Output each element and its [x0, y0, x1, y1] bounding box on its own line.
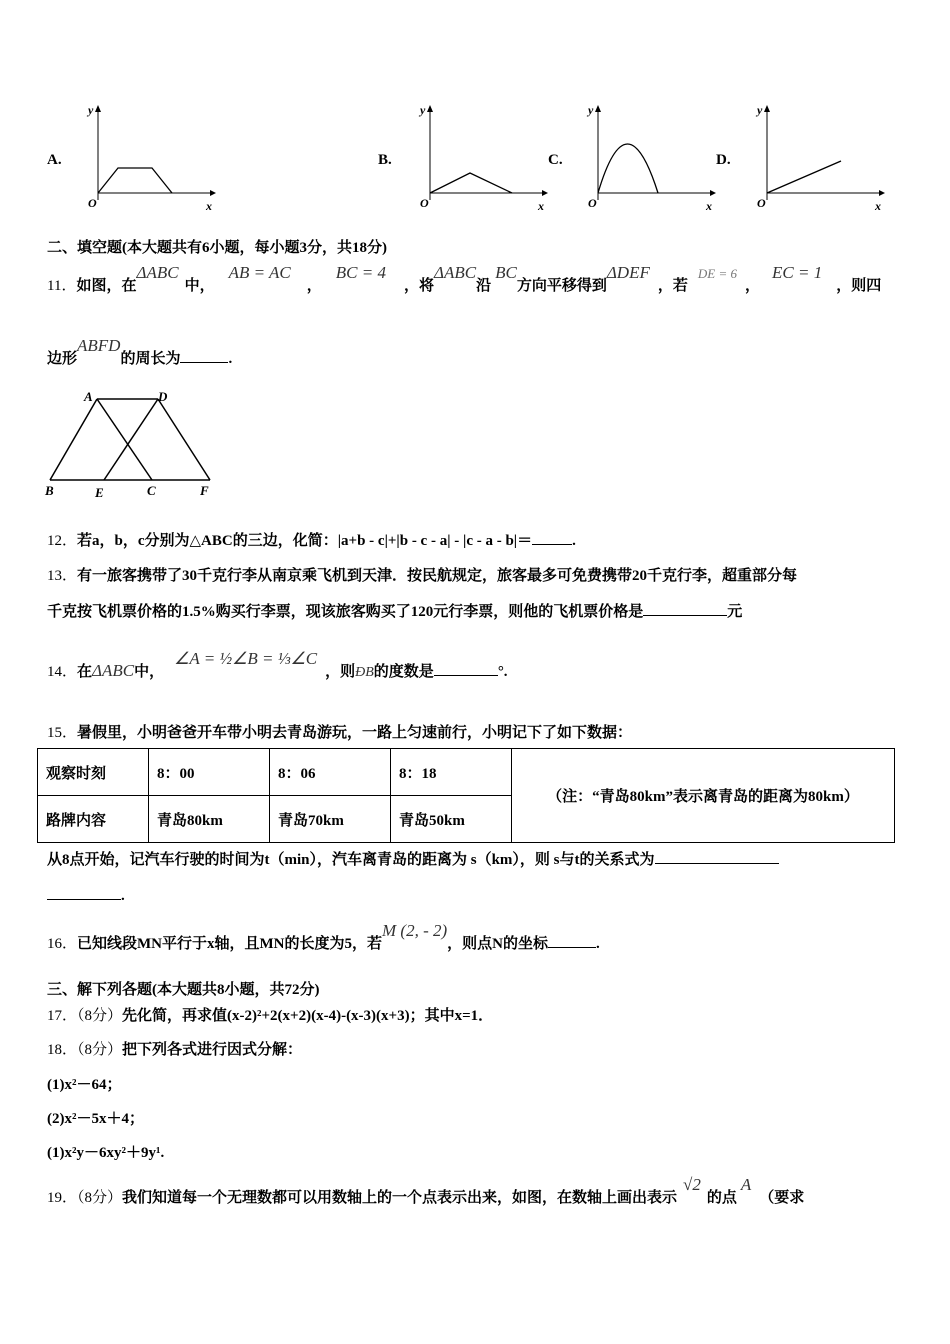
table-cell: 8：18: [391, 749, 512, 796]
question-18-item-1: (1)x²－64；: [47, 1077, 122, 1093]
svg-text:x: x: [875, 199, 881, 213]
svg-text:y: y: [588, 103, 594, 117]
svg-text:O: O: [88, 196, 97, 210]
svg-text:B: B: [45, 483, 54, 498]
table-cell: 青岛70km: [270, 796, 391, 843]
graph-c: [580, 100, 720, 215]
question-18: 18．（8分）把下列各式进行因式分解：: [47, 1042, 303, 1058]
trapezoid-figure: [40, 385, 220, 505]
svg-text:y: y: [757, 103, 763, 117]
question-17: 17．（8分）先化简，再求值(x-2)²+2(x+2)(x-4)-(x-3)(x+3)；其中x=1．: [47, 1008, 494, 1024]
option-a-label: A.: [47, 152, 62, 168]
table-cell: 8：06: [270, 749, 391, 796]
question-15: 15．暑假里，小明爸爸开车带小明去青岛游玩，一路上匀速前行，小明记下了如下数据：: [47, 725, 633, 741]
section-3-heading: 三、解下列各题(本大题共8小题，共72分): [47, 982, 320, 998]
option-c-label: C.: [548, 152, 563, 168]
svg-text:x: x: [206, 199, 212, 213]
question-12: 12．若a，b，c分别为△ABC的三边，化简：|a+b - c|+|b - c - a| - |c - a - b|＝ .: [47, 533, 576, 549]
question-13: 13．有一旅客携带了30千克行李从南京乘飞机到天津．按民航规定，旅客最多可免费携带20千克行李，超重部分每: [47, 568, 798, 584]
graph-b: [412, 100, 552, 215]
answer-blank[interactable]: [655, 863, 779, 864]
option-d-label: D.: [716, 152, 731, 168]
question-13-line2: 千克按飞机票价格的1.5%购买行李票，现该旅客购买了120元行李票，则他的飞机票价格是 元: [47, 604, 743, 620]
svg-text:y: y: [420, 103, 426, 117]
table-cell: 8：00: [149, 749, 270, 796]
svg-text:D: D: [158, 389, 168, 404]
section-2-heading: 二、填空题(本大题共有6小题，每小题3分，共18分): [47, 240, 387, 256]
graph-d: [749, 100, 889, 215]
question-18-item-3: (1)x²y－6xy²＋9y¹.: [47, 1145, 165, 1161]
question-19: 19．（8分）我们知道每一个无理数都可以用数轴上的一个点表示出来，如图，在数轴上画出表示√2的点A（要求: [47, 1175, 805, 1206]
question-11: 11．如图，在ΔABC中，AB = AC，BC = 4，将ΔABC沿BC方向平移得到ΔDEF，若DE = 6，EC = 1，则四: [47, 263, 882, 294]
answer-blank[interactable]: [532, 544, 572, 545]
svg-text:y: y: [88, 103, 94, 117]
answer-blank[interactable]: [548, 947, 596, 948]
answer-blank[interactable]: [434, 675, 498, 676]
svg-text:F: F: [200, 483, 209, 498]
option-b-label: B.: [378, 152, 392, 168]
question-11-line2: 边形ABFD的周长为 .: [47, 336, 233, 367]
svg-text:C: C: [147, 483, 156, 498]
svg-text:x: x: [706, 199, 712, 213]
answer-blank[interactable]: [47, 899, 121, 900]
question-15-relation: 从8点开始，记汽车行驶的时间为t（min），汽车离青岛的距离为 s（km），则 s与t的关系式为: [47, 848, 779, 869]
table-note: （注：“青岛80km”表示离青岛的距离为80km）: [512, 749, 895, 843]
observation-table: [37, 748, 895, 843]
question-14: 14．在ΔABC中，∠A = ½∠B = ⅓∠C，则ÐB的度数是 °.: [47, 649, 508, 680]
svg-text:A: A: [84, 389, 93, 404]
table-cell: 观察时刻: [38, 749, 149, 796]
answer-blank[interactable]: [180, 362, 228, 363]
question-15-end: .: [47, 888, 125, 905]
svg-text:x: x: [538, 199, 544, 213]
svg-text:E: E: [95, 485, 104, 500]
table-row: [38, 749, 895, 796]
svg-text:O: O: [420, 196, 429, 210]
answer-blank[interactable]: [643, 615, 727, 616]
table-cell: 青岛50km: [391, 796, 512, 843]
table-cell: 路牌内容: [38, 796, 149, 843]
svg-text:O: O: [588, 196, 597, 210]
svg-text:O: O: [757, 196, 766, 210]
graph-a: [80, 100, 220, 215]
question-18-item-2: (2)x²－5x＋4；: [47, 1111, 144, 1127]
table-cell: 青岛80km: [149, 796, 270, 843]
question-16: 16．已知线段MN平行于x轴，且MN的长度为5，若M (2, - 2)，则点N的坐标 .: [47, 921, 600, 952]
